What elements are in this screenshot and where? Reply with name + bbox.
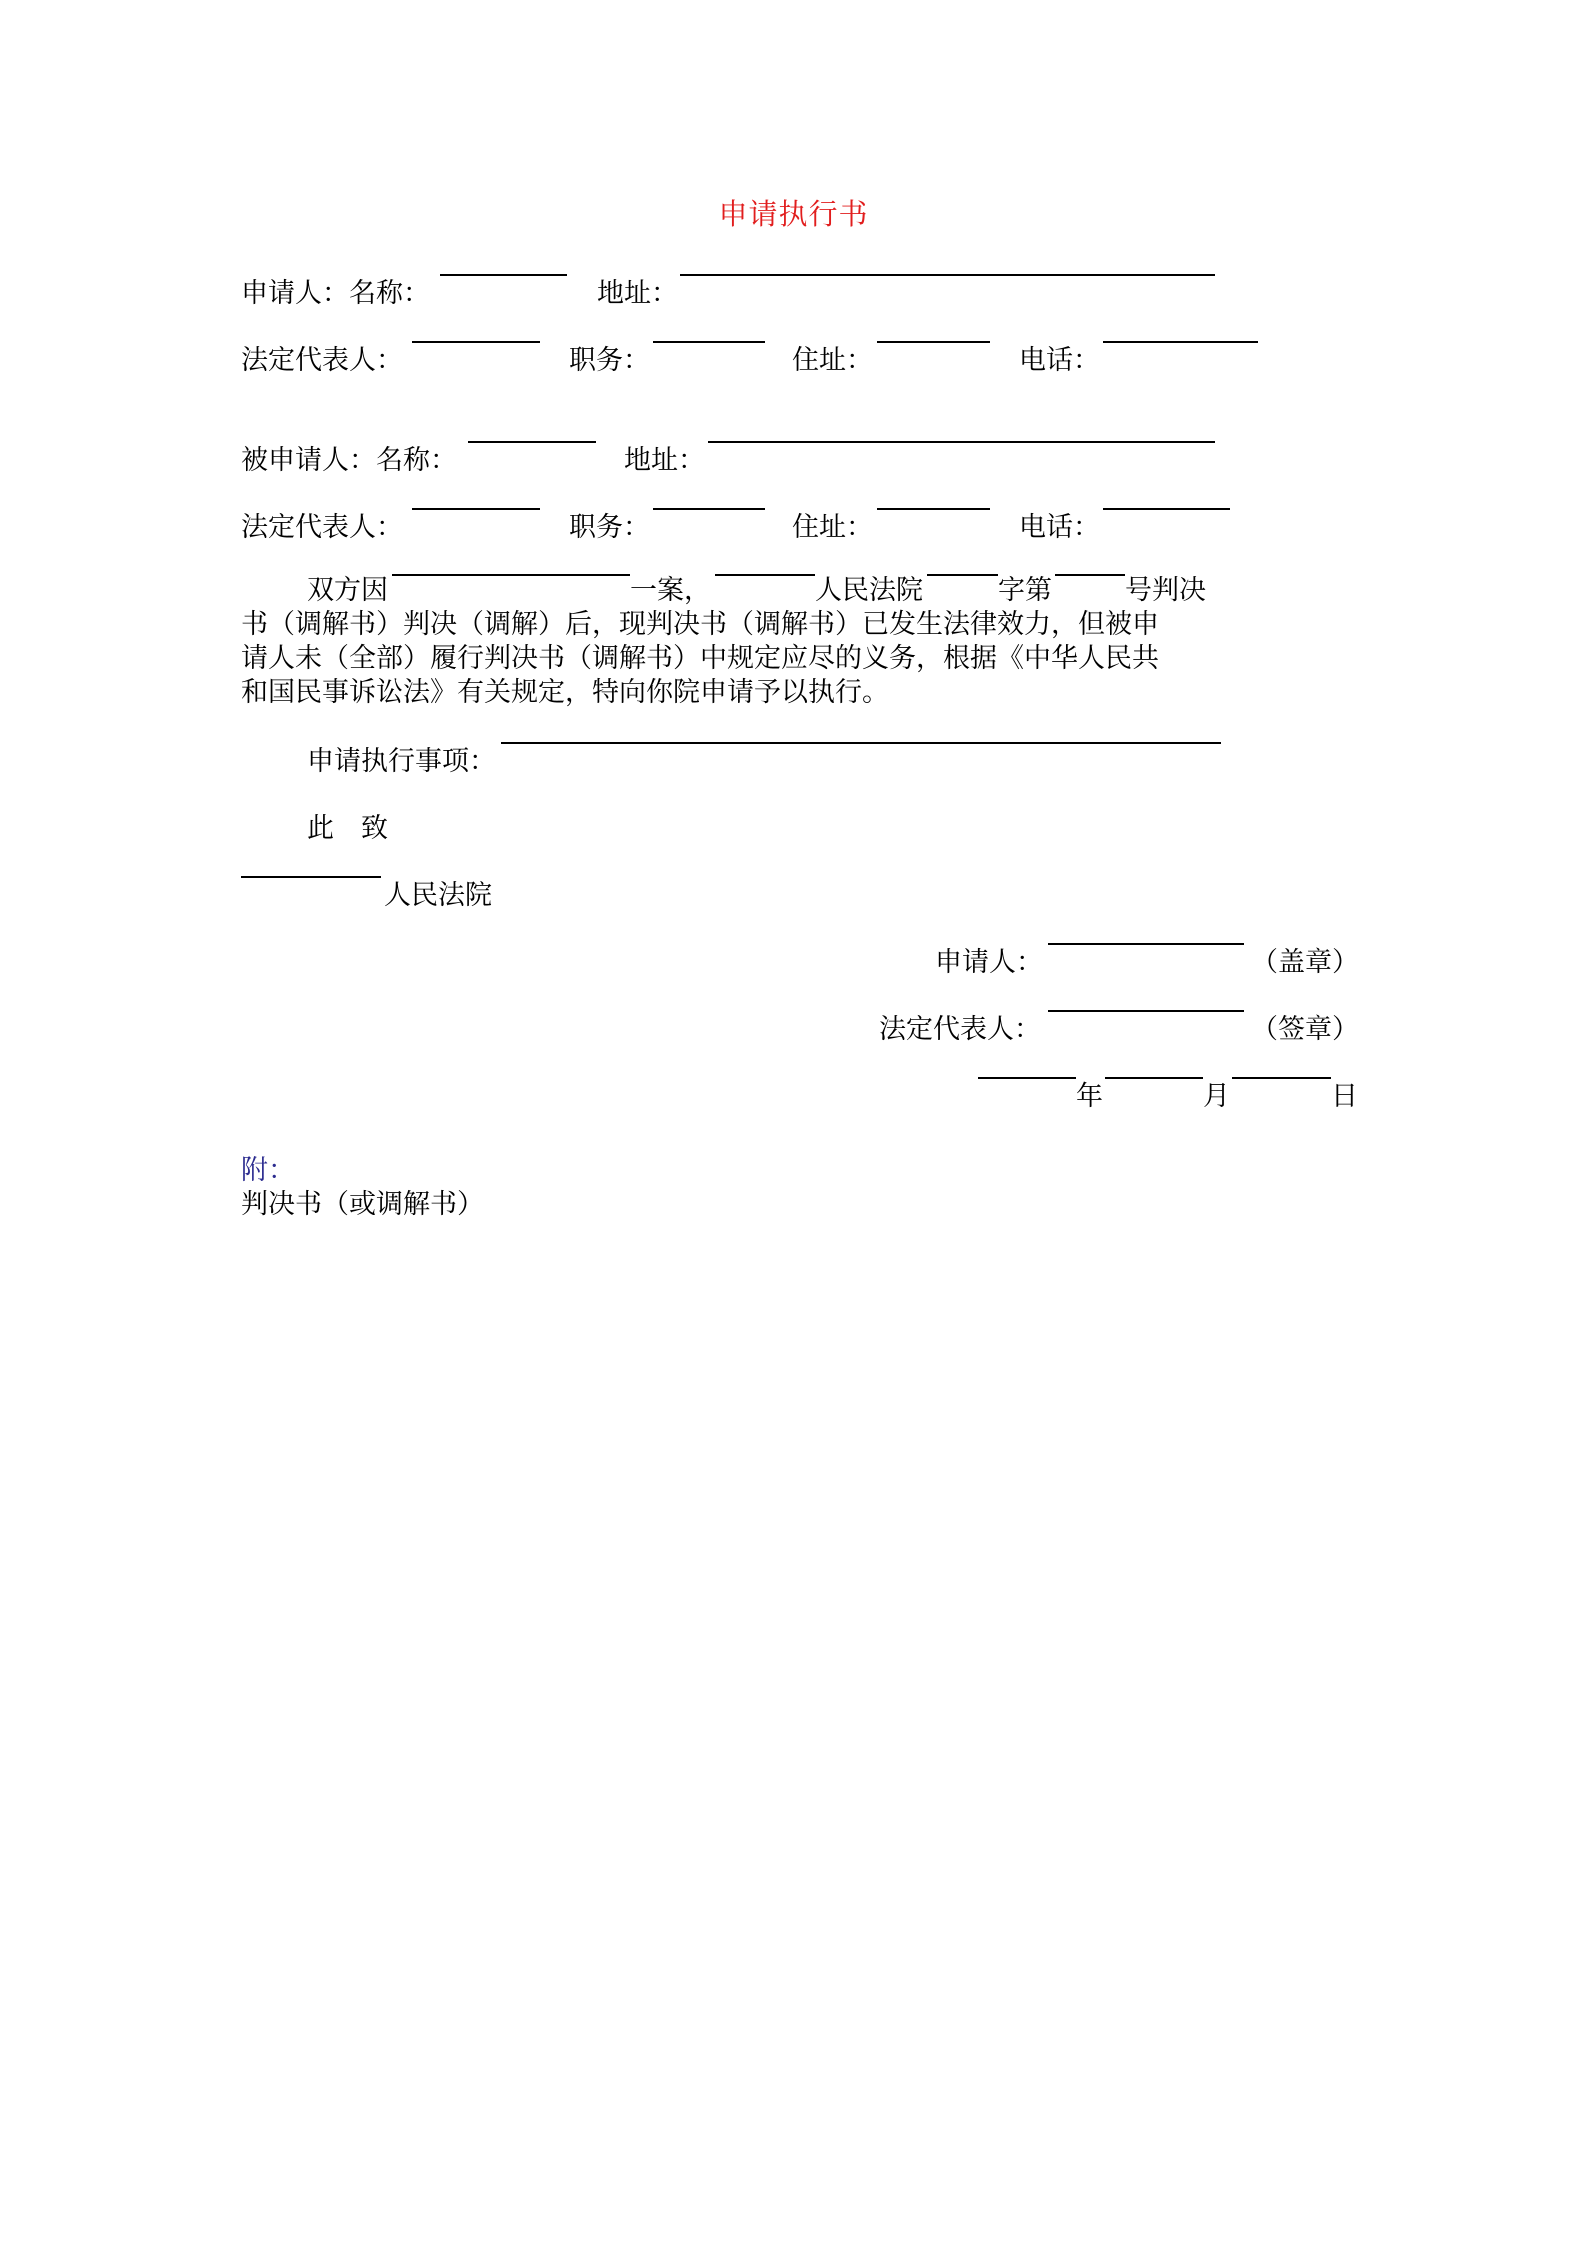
sign-applicant-label: 申请人：	[935, 947, 1043, 978]
applicant-rep-blank[interactable]	[412, 341, 540, 343]
sign-applicant-seal: （盖章）	[1251, 947, 1359, 978]
court-name-blank[interactable]	[715, 574, 815, 576]
applicant-rep-label: 法定代表人：	[241, 345, 403, 376]
applicant-phone-label: 电话：	[1019, 345, 1100, 376]
document-title: 申请执行书	[718, 197, 869, 231]
body-text-line-2: 书（调解书）判决（调解）后，现判决书（调解书）已发生法律效力，但被申	[241, 609, 1159, 640]
applicant-rep-row	[241, 341, 1241, 381]
date-year-blank[interactable]	[978, 1077, 1076, 1079]
applicant-name-row	[241, 274, 1241, 314]
body-text-case: 一案，	[630, 575, 711, 606]
body-paragraph	[241, 574, 1226, 710]
matters-label: 申请执行事项：	[307, 746, 496, 777]
respondent-phone-blank[interactable]	[1103, 508, 1230, 510]
respondent-rep-label: 法定代表人：	[241, 512, 403, 543]
date-row	[241, 1077, 1391, 1117]
body-text-line-4: 和国民事诉讼法》有关规定，特向你院申请予以执行。	[241, 677, 889, 708]
applicant-address-label: 地址：	[597, 278, 678, 309]
court-addressee-suffix: 人民法院	[384, 880, 492, 911]
respondent-position-blank[interactable]	[653, 508, 765, 510]
respondent-rep-row	[241, 508, 1241, 548]
applicant-address-blank[interactable]	[680, 274, 1215, 276]
applicant-position-label: 职务：	[569, 345, 650, 376]
body-text-court: 人民法院	[815, 575, 923, 606]
body-line-3	[241, 642, 1226, 676]
sign-rep-row	[241, 1010, 1391, 1050]
body-line-2	[241, 608, 1226, 642]
applicant-residence-label: 住址：	[792, 345, 873, 376]
respondent-residence-label: 住址：	[792, 512, 873, 543]
date-month-blank[interactable]	[1105, 1077, 1203, 1079]
body-text-cause-prefix: 双方因	[307, 575, 388, 606]
sign-rep-label: 法定代表人：	[879, 1014, 1041, 1045]
date-month-label: 月	[1203, 1081, 1230, 1112]
sign-applicant-blank[interactable]	[1048, 943, 1244, 945]
respondent-address-blank[interactable]	[708, 441, 1215, 443]
respondent-address-label: 地址：	[624, 445, 705, 476]
sign-applicant-row	[241, 943, 1391, 983]
matters-row	[241, 742, 1241, 782]
court-addressee-row	[241, 876, 741, 916]
sign-rep-blank[interactable]	[1048, 1010, 1244, 1012]
salutation-row	[241, 809, 641, 849]
body-text-line-3: 请人未（全部）履行判决书（调解书）中规定应尽的义务，根据《中华人民共	[241, 643, 1159, 674]
date-day-blank[interactable]	[1232, 1077, 1331, 1079]
case-cause-blank[interactable]	[392, 574, 630, 576]
respondent-phone-label: 电话：	[1019, 512, 1100, 543]
applicant-phone-blank[interactable]	[1103, 341, 1258, 343]
attachment-label: 附：	[241, 1155, 295, 1186]
court-addressee-blank[interactable]	[241, 876, 381, 878]
salutation: 此 致	[307, 813, 388, 844]
respondent-name-blank[interactable]	[468, 441, 596, 443]
respondent-position-label: 职务：	[569, 512, 650, 543]
respondent-residence-blank[interactable]	[877, 508, 990, 510]
respondent-name-row	[241, 441, 1241, 481]
date-year-label: 年	[1076, 1081, 1103, 1112]
case-prefix-blank[interactable]	[927, 574, 998, 576]
body-line-1	[241, 574, 1226, 608]
attachment-text: 判决书（或调解书）	[241, 1189, 484, 1220]
body-text-zi-di: 字第	[998, 575, 1052, 606]
respondent-rep-blank[interactable]	[412, 508, 540, 510]
body-line-4	[241, 676, 1226, 710]
applicant-name-blank[interactable]	[440, 274, 567, 276]
applicant-name-label: 申请人：名称：	[241, 278, 430, 309]
applicant-position-blank[interactable]	[653, 341, 765, 343]
date-day-label: 日	[1331, 1081, 1358, 1112]
applicant-residence-blank[interactable]	[877, 341, 990, 343]
body-text-judgment: 号判决	[1125, 575, 1206, 606]
case-number-blank[interactable]	[1055, 574, 1125, 576]
sign-rep-seal: （签章）	[1251, 1014, 1359, 1045]
respondent-name-label: 被申请人：名称：	[241, 445, 457, 476]
matters-blank[interactable]	[501, 742, 1221, 744]
